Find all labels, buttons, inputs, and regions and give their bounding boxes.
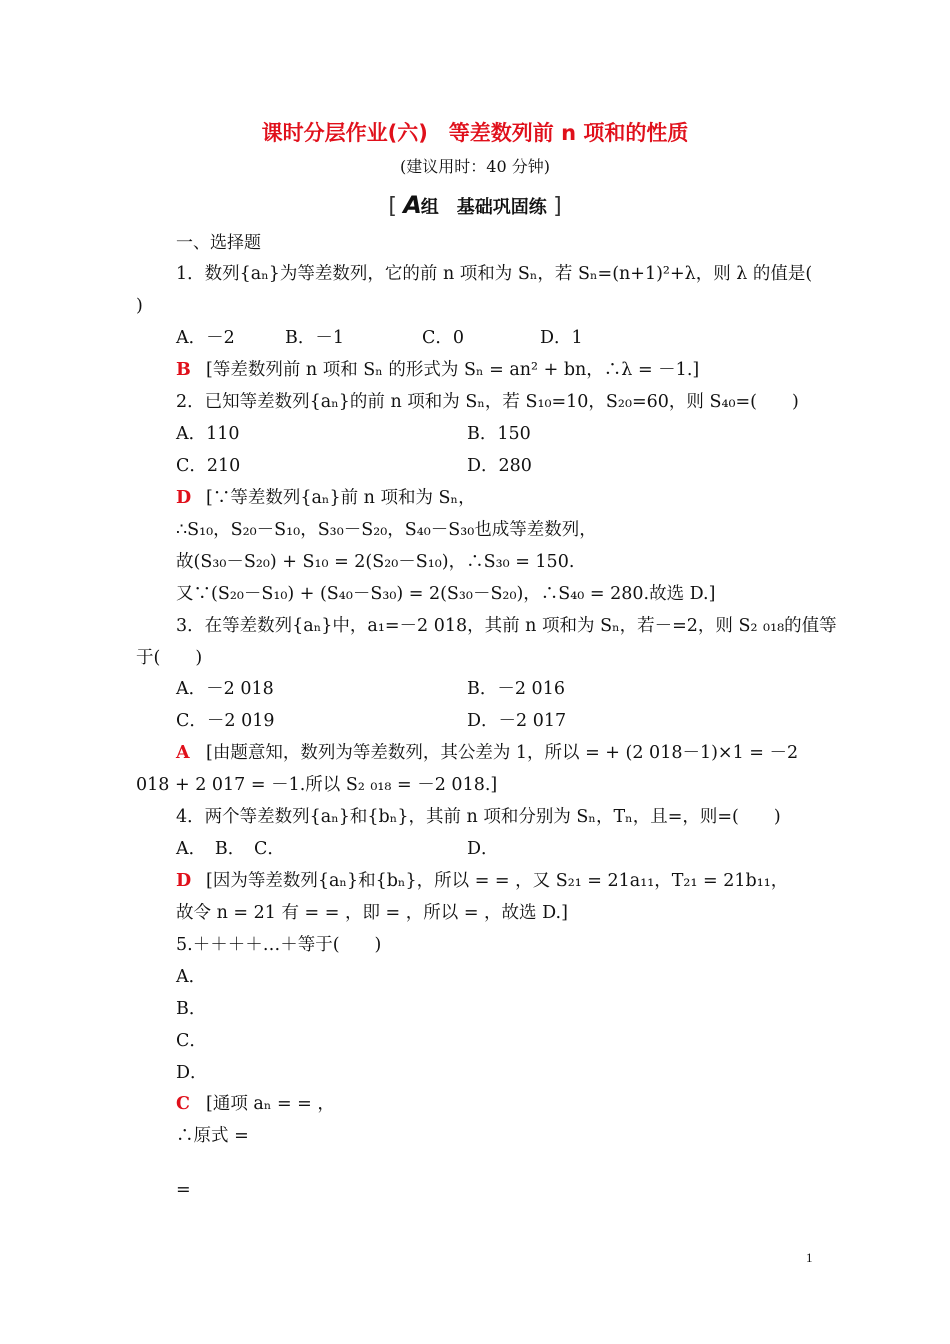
group-text: 组 基础巩固练 [420,197,547,218]
q1-answer: B [176,360,191,380]
q2-solution-3: 故(S₃₀－S₂₀) + S₁₀ = 2(S₂₀－S₁₀)，∴S₃₀ = 150. [176,552,575,572]
bracket-right: ] [553,194,562,219]
q2-option-a: A．110 [176,424,240,444]
q2-solution-text-1: [∵等差数列{aₙ}前 n 项和为 Sₙ， [206,488,476,508]
q5-option-a: A． [176,967,207,987]
q4-solution-2: 故令 n = 21 有 = = ，即 = ，所以 = ，故选 D.] [176,903,568,923]
q5-solution-text-1: [通项 aₙ = = ， [206,1094,335,1114]
q3-option-c: C．－2 019 [176,711,275,731]
bracket-left: [ [388,194,397,219]
q4-answer: D [176,871,192,891]
suggested-time: (建议用时：40 分钟) [400,157,550,176]
q1-option-b: B．－1 [285,328,344,348]
group-letter: A [403,191,421,219]
q5-option-c: C． [176,1031,207,1051]
q3-option-b: B．－2 016 [467,679,565,699]
q1-option-d: D．1 [540,328,583,348]
q2-solution-4: 又∵(S₂₀－S₁₀) + (S₄₀－S₃₀) = 2(S₃₀－S₂₀)，∴S₄₀ = 280.故选 D.] [176,584,716,604]
q5-option-b: B． [176,999,207,1019]
q3-answer: A [176,743,190,763]
q1-option-a: A．－2 [176,328,235,348]
q5-solution-2: ∴原式 = [176,1126,249,1146]
q3-solution-2: 018 + 2 017 = －1.所以 S₂ ₀₁₈ = －2 018.] [136,775,498,795]
q5-option-d: D． [176,1063,208,1083]
q2-option-c: C．210 [176,456,241,476]
q4-stem: 4．两个等差数列{aₙ}和{bₙ}，其前 n 项和分别为 Sₙ，Tₙ，且=，则=( ) [176,807,781,827]
q5-solution-1 [176,1092,335,1116]
q3-solution-1 [176,741,798,765]
q1-stem: 1．数列{aₙ}为等差数列，它的前 n 项和为 Sₙ，若 Sₙ=(n+1)²+λ，则 λ 的值是( [176,264,813,284]
q4-option-d: D． [467,839,499,859]
section-heading: 一、选择题 [176,233,261,253]
page-number: 1 [806,1250,813,1265]
q5-solution-3: = [176,1180,191,1200]
q2-solution-1 [176,486,476,510]
q3-stem-cont: 于( ) [136,648,203,668]
q3-option-a: A．－2 018 [176,679,274,699]
q1-option-c: C．0 [422,328,465,348]
q2-stem: 2．已知等差数列{aₙ}的前 n 项和为 Sₙ，若 S₁₀=10，S₂₀=60，则 S₄₀=( ) [176,392,799,412]
q1-solution-text: [等差数列前 n 项和 Sₙ 的形式为 Sₙ = an² + bn，∴λ = －1.] [206,360,700,380]
q1-solution [176,358,699,382]
q1-stem-cont: ) [136,296,143,316]
q5-answer: C [176,1094,190,1114]
q3-stem: 3．在等差数列{aₙ}中，a₁=－2 018，其前 n 项和为 Sₙ，若－=2，则 S₂ ₀₁₈的值等 [176,616,837,636]
q3-option-d: D．－2 017 [467,711,567,731]
page-title: 课时分层作业(六) 等差数列前 n 项和的性质 [261,121,689,145]
q5-stem: 5.＋＋＋＋…＋等于( ) [176,935,382,955]
q2-answer: D [176,488,192,508]
q4-solution-1 [176,869,788,893]
q2-solution-2: ∴S₁₀，S₂₀－S₁₀，S₃₀－S₂₀，S₄₀－S₃₀也成等差数列， [176,520,597,540]
q2-option-b: B．150 [467,424,531,444]
q4-options-abc: A． B． C． [176,839,285,859]
q3-solution-text-1: [由题意知，数列为等差数列，其公差为 1，所以 = + (2 018－1)×1 = －2 [206,743,799,763]
q2-option-d: D．280 [467,456,532,476]
group-label [0,193,950,220]
q4-solution-text-1: [因为等差数列{aₙ}和{bₙ}，所以 = = ，又 S₂₁ = 21a₁₁，T₂₁ = 21b₁₁， [206,871,789,891]
